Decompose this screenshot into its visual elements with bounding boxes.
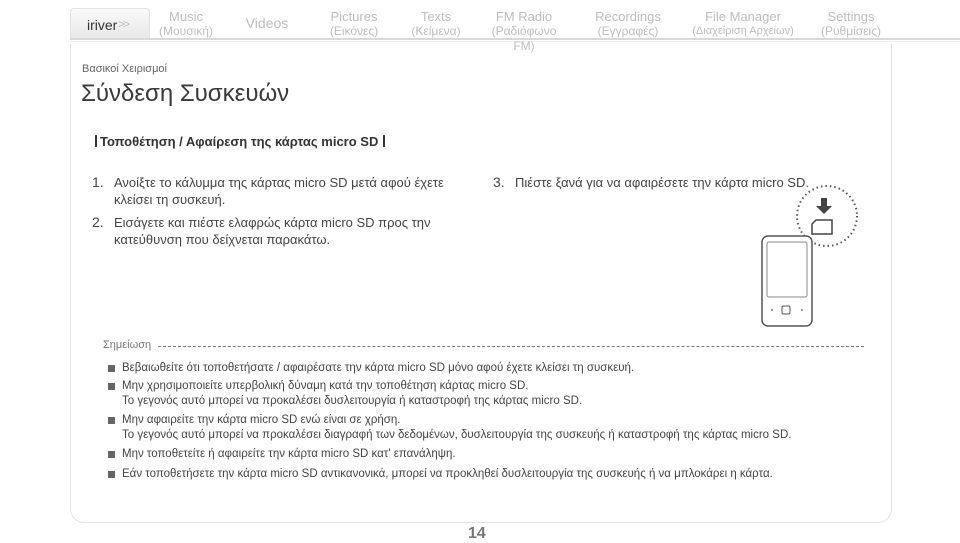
page-number: 14 [468,525,486,542]
double-chevron-icon: >> [118,17,129,31]
tab-sublabel: (Ραδιόφωνο FM) [491,24,557,53]
step-number: 3. [493,174,505,190]
note-text: Βεβαιωθείτε ότι τοποθετήσατε / αφαιρέσατε την κάρτα micro SD μόνο αφού έχετε κλείσει τη συσκευή. [122,362,635,374]
breadcrumb: Βασικοί Χειρισμοί [82,63,167,75]
device-dot-left [771,309,773,311]
tab-videos[interactable] [232,16,302,31]
tab-sublabel: (Μουσική) [159,24,213,38]
step-text-line: κατεύθυνση που δείχνεται παρακάτω. [114,232,331,247]
tab-label: File Manager [705,9,781,24]
tab-recordings[interactable] [588,9,668,39]
tab-label: Videos [245,15,289,31]
tab-label: Pictures [330,9,378,24]
note-text: Μην χρησιμοποιείτε υπερβολική δύναμη κατά την τοποθέτηση κάρτας micro SD. [122,380,529,392]
tab-sublabel: (Ρυθμίσεις) [820,24,882,38]
heading-bar-left [95,135,97,147]
note-continuation: Το γεγονός αυτό μπορεί να προκαλέσει δυσλειτουργία ή καταστροφή της κάρτας micro SD. [122,395,583,407]
device-illustration [750,180,870,330]
tab-music[interactable] [150,9,222,39]
bullet-icon [108,471,115,478]
tab-label: Recordings [595,9,661,24]
section-heading-text: Τοποθέτηση / Αφαίρεση της κάρτας micro SD [100,134,379,149]
step-text-line: Ανοίξτε το κάλυμμα της κάρτας micro SD μετά αφού έχετε [114,175,444,190]
step-number: 1. [92,174,104,190]
tab-label: Texts [420,9,452,24]
bullet-icon [108,417,115,424]
step-2 [92,214,472,254]
step-text-line: Εισάγετε και πιέστε ελαφρώς κάρτα micro SD προς την [114,215,431,230]
step-text-line: Πιέστε ξανά για να αφαιρέσετε την κάρτα micro SD. [515,175,809,190]
brand-tab[interactable] [70,8,150,39]
note-continuation: Το γεγονός αυτό μπορεί να προκαλέσει διαγραφή των δεδομένων, δυσλειτουργία της συσκευής ή καταστροφή της κάρτας micro SD. [122,429,792,441]
sd-card-icon [812,220,832,234]
note-text: Μην αφαιρείτε την κάρτα micro SD ενώ είναι σε χρήση. [122,414,401,426]
note-text: Μην τοποθετείτε ή αφαιρείτε την κάρτα micro SD κατ' επανάληψη. [122,448,456,460]
tab-sublabel: (Κείμενα) [411,24,461,38]
tab-pictures[interactable] [318,9,390,39]
tab-label: FM Radio [495,9,553,24]
section-heading [92,134,388,149]
brand-logo: iriver [87,17,118,33]
heading-bar-right [383,135,385,147]
tab-file-manager[interactable] [688,9,798,39]
bullet-icon [108,451,115,458]
step-text-line: κλείσει τη συσκευή. [114,192,226,207]
tab-sublabel: (Εικόνες) [329,24,379,38]
top-nav [0,0,960,53]
note-text: Εάν τοποθετήσετε την κάρτα micro SD αντικανονικά, μπορεί να προκληθεί δυσλειτουργία της συσκευής ή να μπλοκάρει η κάρτα. [122,468,773,480]
note-divider [158,346,864,347]
device-dot-right [801,309,803,311]
step-1 [92,174,472,214]
note-label: Σημείωση [103,339,152,351]
device-body [762,236,812,326]
tab-settings[interactable] [812,9,890,39]
tab-texts[interactable] [402,9,470,39]
step-number: 2. [92,214,104,230]
tab-label: Music [169,9,203,24]
bullet-icon [108,383,115,390]
tab-label: Settings [827,9,875,24]
page-title: Σύνδεση Συσκευών [81,80,290,107]
down-arrow-icon [816,198,832,214]
bullet-icon [108,365,115,372]
tab-sublabel: (Εγγραφές) [597,24,659,38]
tab-sublabel: (Διαχείριση Αρχείων) [692,25,794,37]
